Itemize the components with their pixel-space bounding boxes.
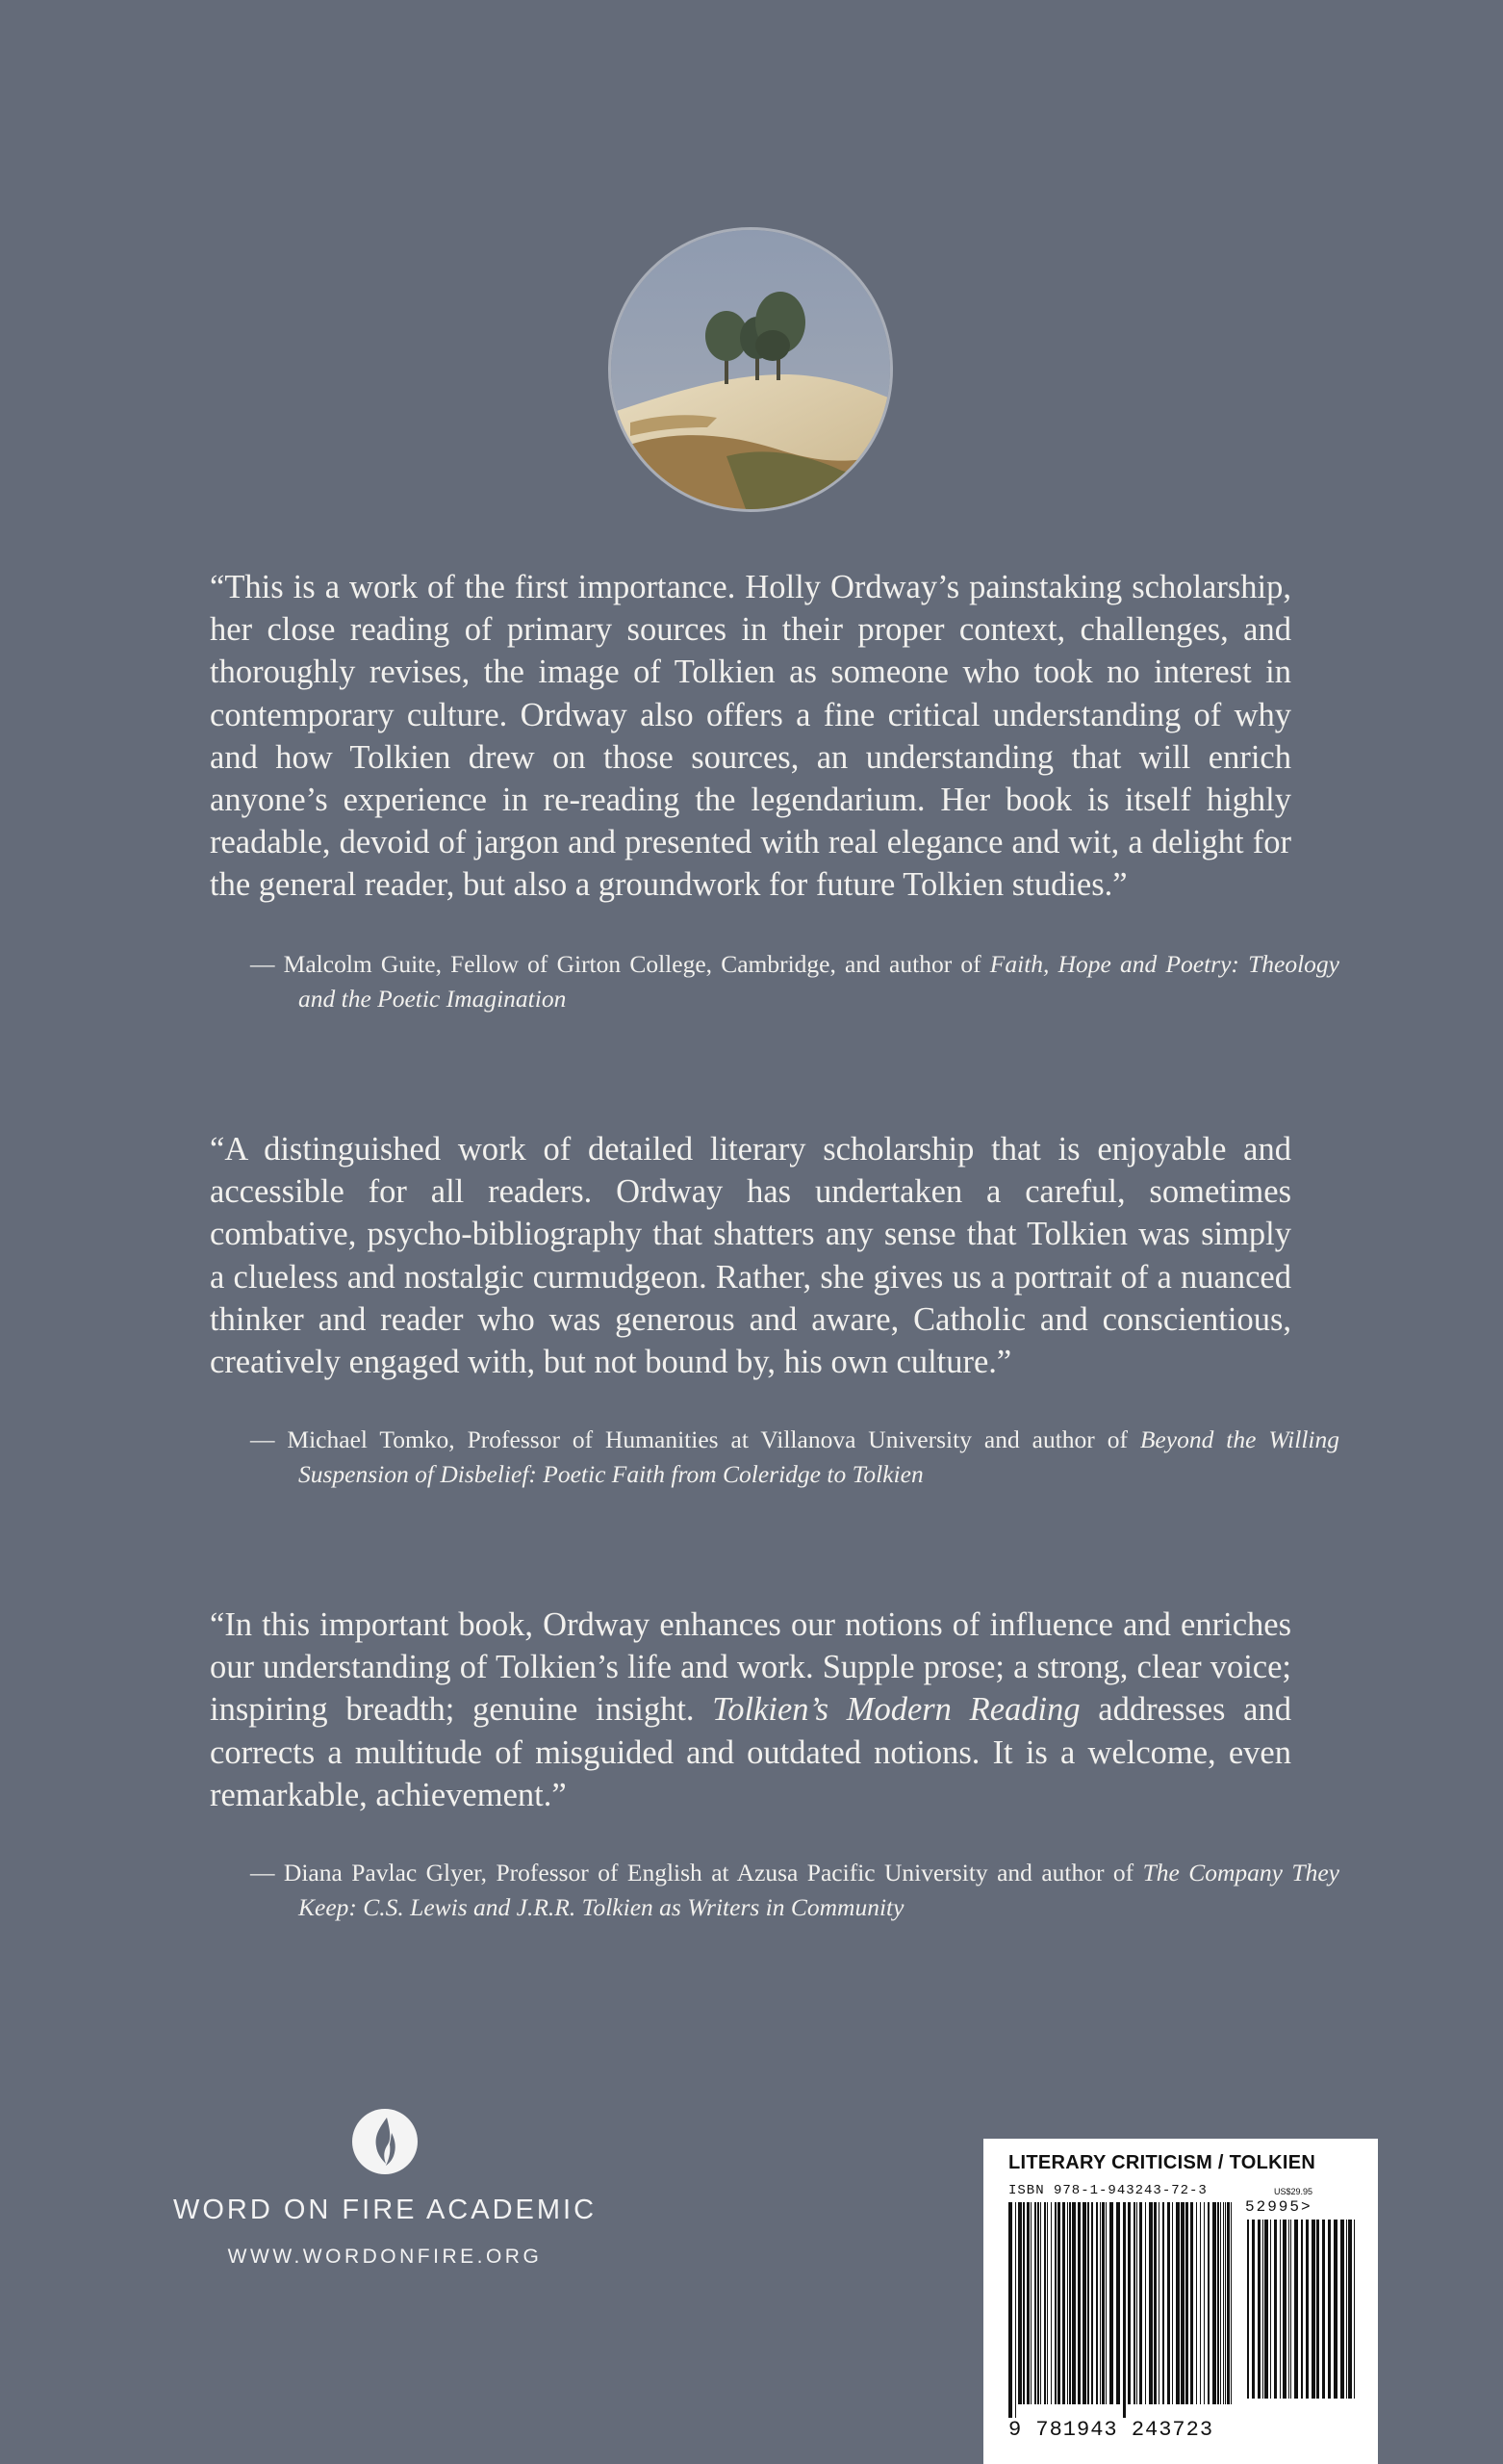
barcode-bar <box>1181 2202 1185 2404</box>
barcode-bar <box>1212 2202 1216 2404</box>
isbn-number: ISBN 978-1-943243-72-3 <box>1008 2183 1208 2198</box>
barcode-bar <box>1223 2202 1224 2404</box>
quote-text-after: addresses and corrects a multitude of misguided and outdated notions. It is a welcome, even remarkable, achievement.” <box>210 1691 1291 1813</box>
barcode-bar <box>1252 2220 1255 2399</box>
barcode-bar <box>1072 2202 1076 2404</box>
barcode-bar <box>1018 2202 1022 2404</box>
barcode-bar <box>1312 2220 1315 2399</box>
barcode-bar <box>1062 2202 1065 2404</box>
barcode-bar <box>1340 2220 1344 2399</box>
barcode-bar <box>1354 2220 1355 2399</box>
barcode-bar <box>1109 2202 1113 2404</box>
book-category: LITERARY CRITICISM / TOLKIEN <box>1008 2152 1316 2173</box>
barcode-bar <box>1087 2202 1089 2404</box>
publisher-logo <box>173 2108 597 2269</box>
barcode-bar <box>1027 2202 1030 2404</box>
quote-text-before: “In this important book, Ordway enhances our notions of influence and enriches our understanding of Tolkien’s life and work. Supple prose; a strong, clear voice; inspiring breadth; genuine insight. <box>210 1606 1291 1729</box>
barcode-bar <box>1149 2202 1153 2404</box>
barcode-bar <box>1008 2202 1012 2418</box>
barcode-bar <box>1123 2202 1126 2418</box>
barcode-bar <box>1176 2202 1180 2404</box>
barcode-bar <box>1106 2202 1107 2404</box>
cover-medallion-painting <box>608 227 893 512</box>
barcode-bar <box>1346 2220 1347 2399</box>
barcode-bar <box>1031 2202 1032 2404</box>
barcode-bar <box>1047 2202 1048 2404</box>
barcode-bar <box>1217 2202 1219 2404</box>
isbn-barcode-bars <box>1008 2202 1236 2418</box>
barcode-bar <box>1328 2220 1331 2399</box>
barcode-bar <box>1274 2220 1277 2399</box>
attribution-work-title: The Company They Keep: C.S. Lewis and J.R.R. Tolkien as Writers in Community <box>298 1859 1339 1921</box>
barcode-bar <box>1258 2220 1261 2399</box>
endorsement-quote-3 <box>210 1604 1291 1816</box>
barcode-bar <box>1116 2202 1120 2404</box>
barcode-bar <box>1040 2202 1041 2404</box>
barcode-bar <box>1091 2202 1093 2404</box>
barcode-bar <box>1288 2220 1289 2399</box>
barcode-bar <box>1190 2202 1193 2404</box>
barcode-bar <box>1154 2202 1157 2404</box>
barcode-bar <box>1145 2202 1146 2404</box>
barcode-bar <box>1128 2202 1131 2404</box>
barcode-bar <box>1162 2202 1164 2404</box>
barcode-bar <box>1067 2202 1068 2404</box>
barcode-bar <box>1270 2220 1271 2399</box>
barcode-bar <box>1204 2202 1205 2404</box>
barcode-bar <box>1023 2202 1025 2404</box>
barcode-bar <box>1200 2202 1201 2404</box>
barcode-bar <box>1102 2202 1105 2404</box>
barcode-bar <box>1096 2202 1098 2404</box>
barcode-bar <box>1139 2202 1142 2404</box>
flame-icon <box>351 2108 419 2175</box>
barcode-bar <box>1069 2202 1071 2404</box>
barcode-bar <box>1264 2220 1268 2399</box>
endorsement-attribution-1 <box>250 947 1339 1016</box>
barcode-bar <box>1231 2202 1232 2404</box>
barcode-bar <box>1227 2202 1230 2404</box>
barcode-bar <box>1316 2220 1319 2399</box>
barcode-bar <box>1220 2202 1221 2404</box>
barcode-panel <box>983 2139 1378 2464</box>
barcode-bar <box>1172 2202 1173 2404</box>
barcode-bar <box>1301 2220 1303 2399</box>
barcode-bar <box>1283 2220 1286 2399</box>
barcode-bar <box>1037 2202 1039 2404</box>
barcode-bar <box>1247 2220 1249 2399</box>
barcode-bar <box>1348 2220 1352 2399</box>
quote-book-title: Tolkien’s Modern Reading <box>712 1691 1081 1729</box>
attribution-text: — Michael Tomko, Professor of Humanities at Villanova University and author of <box>250 1425 1140 1453</box>
barcode-bar <box>1208 2202 1210 2404</box>
barcode-bar <box>1015 2202 1016 2418</box>
endorsement-quote-2: “A distinguished work of detailed literary scholarship that is enjoyable and accessible for all readers. Ordway has undertaken a careful, sometimes combative, psycho-bibliography that shatters any sense that Tolkien was simply a clueless and nostalgic curmudgeon. Rather, she gives us a portrait of a nuanced thinker and reader who was generous and aware, Catholic and conscientious, creatively engaged with, but not bound by, his own culture.” <box>210 1131 1291 1381</box>
endorsement-attribution-3 <box>250 1856 1339 1925</box>
barcode-bar <box>1134 2202 1135 2404</box>
price-barcode-bars <box>1247 2220 1359 2412</box>
barcode-bar <box>1290 2220 1291 2399</box>
publisher-website: WWW.WORDONFIRE.ORG <box>227 2246 543 2268</box>
publisher-name: WORD ON FIRE ACADEMIC <box>173 2194 598 2225</box>
barcode-bar <box>1322 2220 1325 2399</box>
attribution-work-title: Beyond the Willing Suspension of Disbelief: Poetic Faith from Coleridge to Tolkien <box>298 1425 1339 1488</box>
barcode-bar <box>1136 2202 1137 2404</box>
barcode-bar <box>1294 2220 1298 2399</box>
barcode-bar <box>1100 2202 1101 2404</box>
barcode-bar <box>1196 2202 1197 2404</box>
barcode-bar <box>1167 2202 1170 2404</box>
price-label: US$29.95 <box>1274 2187 1313 2196</box>
barcode-bar <box>1262 2220 1263 2399</box>
endorsement-quote-1: “This is a work of the first importance. Holly Ordway’s painstaking scholarship, her close reading of primary sources in their proper context, challenges, and thoroughly revises, the image of Tolkien as someone who took no interest in contemporary culture. Ordway also offers a fine critical understanding of why and how Tolkien drew on those sources, an understanding that will enrich anyone’s experience in re-reading the legendarium. Her book is itself highly readable, devoid of jargon and presented with real elegance and wit, a delight for the general reader, but also a groundwork for future Tolkien studies.” <box>210 569 1291 904</box>
barcode-bar <box>1306 2220 1309 2399</box>
barcode-bar <box>1225 2202 1226 2404</box>
price-addon-code: 52995> <box>1245 2198 1312 2216</box>
barcode-bar <box>1185 2202 1188 2404</box>
attribution-text: — Malcolm Guite, Fellow of Girton College, Cambridge, and author of <box>250 950 990 978</box>
attribution-work-title: Faith, Hope and Poetry: Theology and the Poetic Imagination <box>298 950 1339 1013</box>
barcode-digits: 9 781943 243723 <box>1008 2418 1214 2442</box>
barcode-bar <box>1055 2202 1057 2404</box>
barcode-bar <box>1034 2202 1036 2404</box>
barcode-bar <box>1044 2202 1046 2404</box>
landscape-painting-image <box>611 230 890 509</box>
barcode-bar <box>1078 2202 1081 2404</box>
barcode-bar <box>1280 2220 1281 2399</box>
attribution-text: — Diana Pavlac Glyer, Professor of English at Azusa Pacific University and author of <box>250 1859 1143 1886</box>
barcode-bar <box>1057 2202 1060 2404</box>
endorsement-attribution-2 <box>250 1423 1339 1492</box>
barcode-bar <box>1334 2220 1337 2399</box>
barcode-bar <box>1083 2202 1086 2404</box>
barcode-bar <box>1051 2202 1052 2404</box>
